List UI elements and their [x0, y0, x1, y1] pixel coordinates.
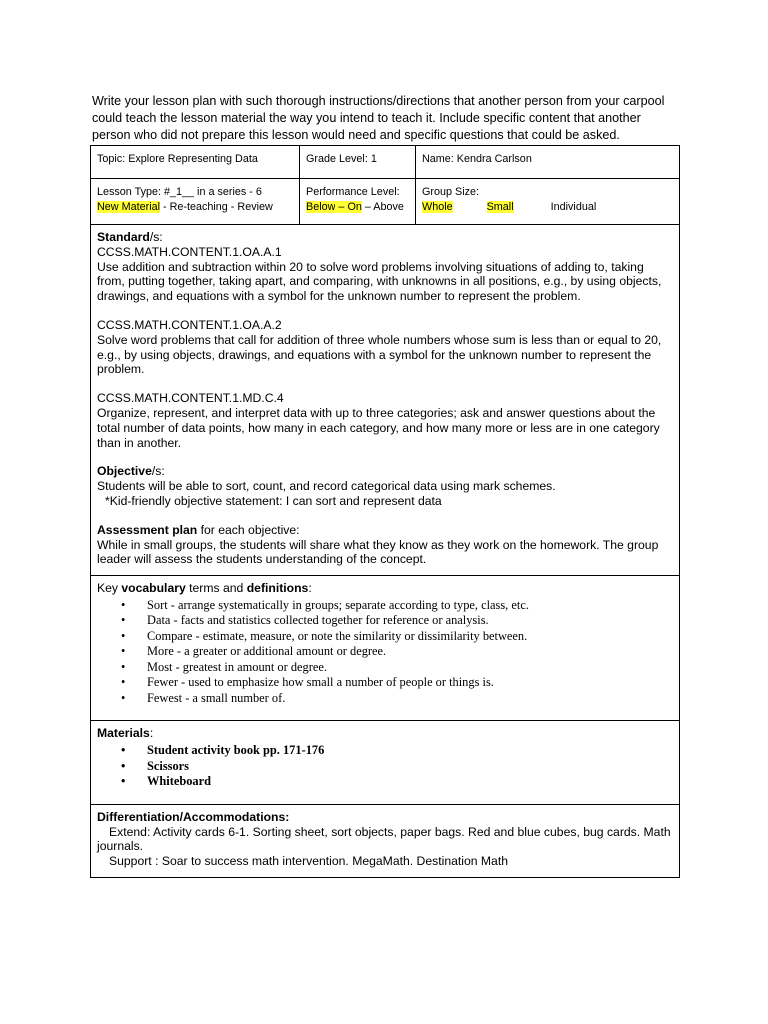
topic-cell: Topic: Explore Representing Data	[91, 146, 300, 179]
performance-level-cell	[300, 179, 416, 225]
materials-row	[91, 721, 680, 804]
standard-text: Use addition and subtraction within 20 to solve word problems involving situations of adding to, taking from, putting together, taking apart, and comparing, with unknowns in all positions, e.g., by using objects, drawings, and equations with a symbol for the unknown number to represent the problem.	[97, 259, 662, 304]
whole-highlight: Whole	[422, 200, 453, 213]
small-highlight: Small	[486, 200, 514, 213]
material-item: • Student activity book pp. 171-176	[121, 743, 673, 759]
standards-row	[91, 225, 680, 576]
lesson-meta-row	[91, 179, 680, 225]
standard-text: Organize, represent, and interpret data with up to three categories; ask and answer questions about the total number of data points, how many in each category, and how many more or less are in one category than in another.	[97, 405, 660, 450]
standards-cell	[91, 225, 680, 576]
header-row	[91, 146, 680, 179]
grade-level-cell: Grade Level: 1	[300, 146, 416, 179]
lesson-type-rest: - Re-teaching - Review	[160, 200, 273, 213]
materials-list	[97, 743, 673, 790]
instructions-line: could teach the lesson material the way you intend to teach it. Include specific content that another	[92, 111, 641, 125]
vocabulary-item: • Fewer - used to emphasize how small a number of people or things is.	[121, 675, 673, 691]
differentiation-cell	[91, 804, 680, 877]
performance-label: Performance Level:	[306, 186, 400, 198]
instructions-paragraph	[92, 93, 682, 144]
group-size-label: Group Size:	[422, 186, 480, 198]
vocabulary-cell	[91, 576, 680, 721]
dash-highlight: –	[335, 200, 348, 213]
vocabulary-item: • Fewest - a small number of.	[121, 691, 673, 707]
standard-text: Solve word problems that call for addition of three whole numbers whose sum is less than or equal to 20, e.g., by using objects, drawings, and equations with a symbol for the unknown number to represent the problem.	[97, 332, 662, 377]
vocabulary-row	[91, 576, 680, 721]
vocabulary-item: • Sort - arrange systematically in groups; separate according to type, class, etc.	[121, 598, 673, 614]
assessment-text: While in small groups, the students will share what they know as they work on the homework. The group leader will assess the students understanding of the concept.	[97, 537, 659, 567]
materials-cell	[91, 721, 680, 804]
lesson-type-cell	[91, 179, 300, 225]
vocabulary-item: • Most - greatest in amount or degree.	[121, 660, 673, 676]
objective-heading: Objective/s:	[97, 464, 165, 479]
standards-heading: Standard/s:	[97, 230, 163, 244]
vocabulary-list	[97, 598, 673, 707]
lesson-type-options	[97, 200, 293, 215]
differentiation-row	[91, 804, 680, 877]
lesson-plan-table	[90, 145, 680, 878]
group-size-options	[422, 200, 673, 215]
instructions-line: person who did not prepare this lesson would need and specific questions that could be asked.	[92, 128, 620, 142]
assessment-heading: Assessment plan for each objective:	[97, 522, 300, 537]
vocabulary-item: • Compare - estimate, measure, or note the similarity or dissimilarity between.	[121, 629, 673, 645]
standard-code: CCSS.MATH.CONTENT.1.OA.A.2	[97, 317, 282, 332]
material-item: • Scissors	[121, 759, 673, 775]
standard-code: CCSS.MATH.CONTENT.1.MD.C.4	[97, 391, 284, 406]
on-highlight: On	[347, 200, 362, 213]
vocabulary-heading: Key vocabulary terms and definitions:	[97, 581, 312, 596]
group-size-cell	[416, 179, 680, 225]
instructions-line: Write your lesson plan with such thorough instructions/directions that another person from your carpool	[92, 94, 665, 108]
objective-text: Students will be able to sort, count, and record categorical data using mark schemes.	[97, 479, 556, 494]
performance-rest: – Above	[361, 200, 404, 213]
standard-code: CCSS.MATH.CONTENT.1.OA.A.1	[97, 244, 282, 259]
material-item: • Whiteboard	[121, 774, 673, 790]
kid-friendly-objective: *Kid-friendly objective statement: I can sort and represent data	[105, 493, 442, 508]
below-highlight: Below	[306, 200, 336, 213]
individual-option: Individual	[550, 200, 597, 213]
vocabulary-item: • Data - facts and statistics collected together for reference or analysis.	[121, 613, 673, 629]
extend-text: Extend: Activity cards 6-1. Sorting sheet, sort objects, paper bags. Red and blue cubes, bug cards. Math journals.	[97, 824, 671, 854]
differentiation-heading: Differentiation/Accommodations:	[97, 809, 290, 824]
lesson-type-label: Lesson Type: #_1__ in a series - 6	[97, 186, 262, 198]
teacher-name-cell: Name: Kendra Carlson	[416, 146, 680, 179]
performance-options	[306, 200, 409, 215]
materials-heading: Materials:	[97, 726, 154, 741]
vocabulary-item: • More - a greater or additional amount or degree.	[121, 644, 673, 660]
new-material-highlight: New Material	[97, 200, 160, 213]
support-text: Support : Soar to success math intervention. MegaMath. Destination Math	[109, 854, 509, 869]
